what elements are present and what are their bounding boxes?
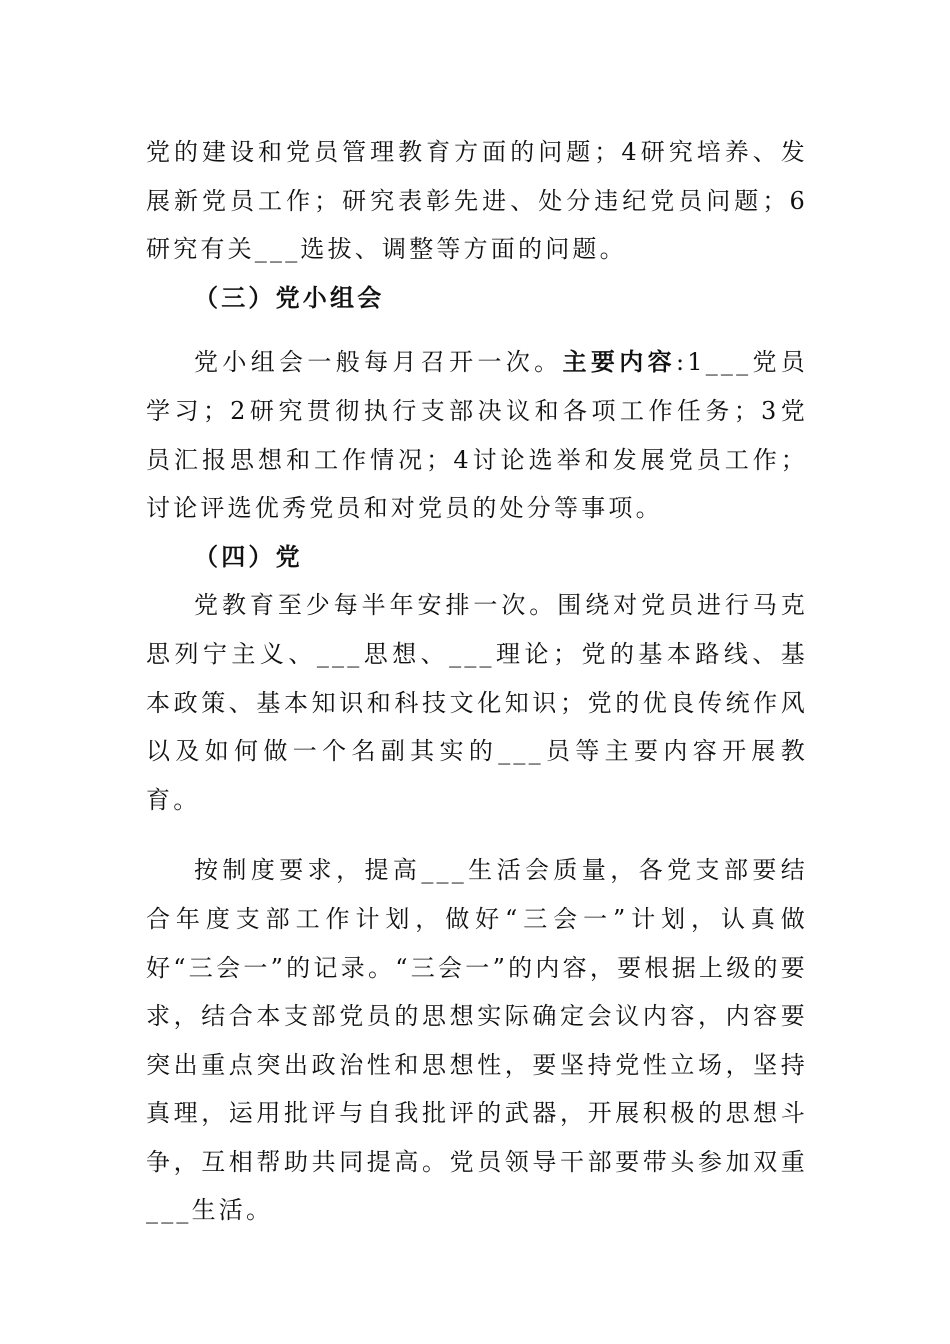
paragraph-system-requirements: 按制度要求，提高___生活会质量，各党支部要结合年度支部工作计划，做好“三会一”计划，认真做好“三会一”的记录。“三会一”的内容，要根据上级的要求，结合本支部党员的思想实际确定会议内容，内容要突出重点突出政治性和思想性，要坚持党性立场，坚持真理，运用批评与自我批评的武器，开展积极的思想斗争，互相帮助共同提高。党员领导干部要带头参加双重___生活。 bbox=[146, 856, 808, 1225]
paragraph-lead-text: 党小组会一般每月召开一次。 bbox=[194, 348, 563, 377]
paragraph-party-group-meeting bbox=[146, 338, 808, 532]
paragraph-continued: 党的建设和党员管理教育方面的问题；4研究培养、发展新党员工作；研究表彰先进、处分违纪党员问题；6研究有关___选拔、调整等方面的问题。 bbox=[146, 138, 808, 264]
document-body bbox=[146, 128, 808, 1235]
section-heading-party-group-meeting: （三）党小组会 bbox=[194, 282, 385, 312]
paragraph-rest-text: :1___党员学习；2研究贯彻执行支部决议和各项工作任务；3党员汇报思想和工作情况；4讨论选举和发展党员工作；讨论评选优秀党员和对党员的处分等事项。 bbox=[146, 348, 808, 523]
main-content-label: 主要内容 bbox=[562, 347, 676, 377]
paragraph-party-education: 党教育至少每半年安排一次。围绕对党员进行马克思列宁主义、___思想、___理论；党的基本路线、基本政策、基本知识和科技文化知识；党的优良传统作风以及如何做一个名副其实的___员等主要内容开展教育。 bbox=[146, 591, 808, 814]
section-heading-party-lesson: （四）党 bbox=[194, 541, 303, 571]
